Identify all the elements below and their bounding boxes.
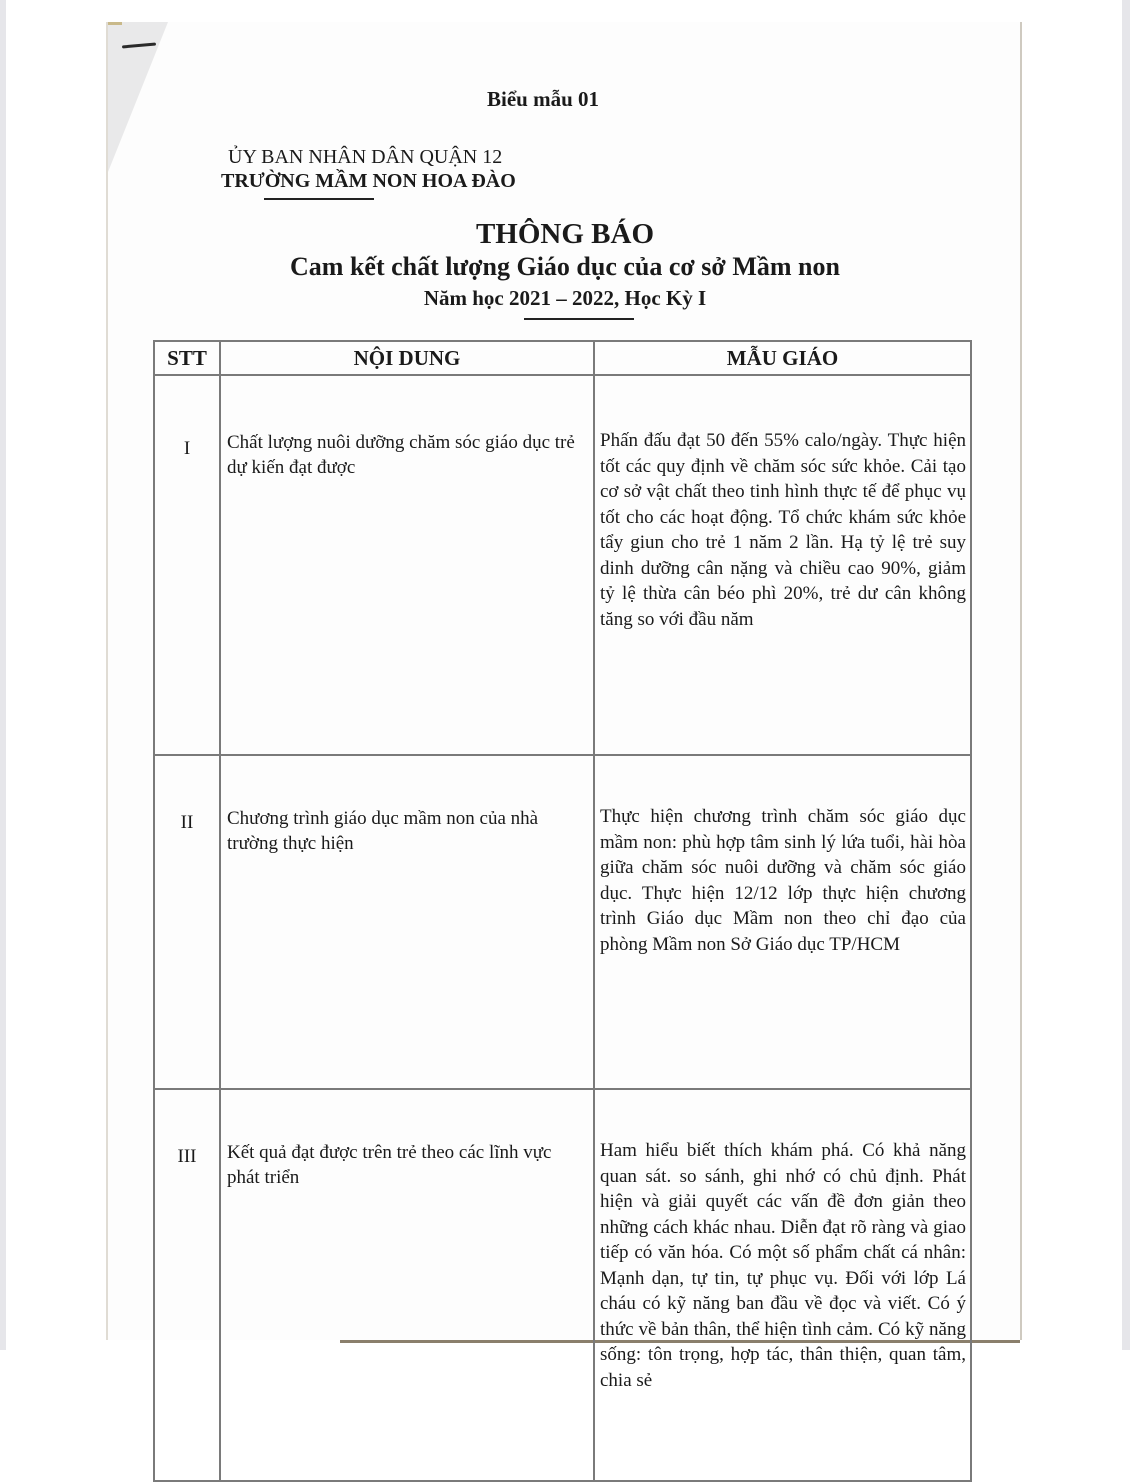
column-header-kindergarten: MẪU GIÁO <box>594 341 971 375</box>
commitment-table <box>153 340 972 1482</box>
table-header-row <box>154 341 971 375</box>
row-kindergarten: Phấn đấu đạt 50 đến 55% calo/ngày. Thực hiện tốt các quy định về chăm sóc sức khỏe. Cải tạo cơ sở vật chất theo tinh hình thực tế để phục vụ tốt cho các hoạt động. Tổ chức khám sức khỏe tẩy giun cho trẻ 1 năm 2 lần. Hạ tỷ lệ trẻ suy dinh dưỡng cân nặng và chiều cao 90%, giảm tỷ lệ thừa cân béo phì 20%, trẻ dư cân không tăng so với đầu năm <box>594 375 971 755</box>
row-content: Chất lượng nuôi dưỡng chăm sóc giáo dục trẻ dự kiến đạt được <box>220 375 594 755</box>
issuing-agency: ỦY BAN NHÂN DÂN QUẬN 12 <box>228 146 503 168</box>
row-number: II <box>154 755 220 1089</box>
title-underline <box>524 318 634 320</box>
document-subtitle: Cam kết chất lượng Giáo dục của cơ sở Mầm non <box>290 252 840 281</box>
table-row <box>154 1089 971 1481</box>
table-row <box>154 755 971 1089</box>
column-header-content: NỘI DUNG <box>220 341 594 375</box>
school-underline <box>264 198 374 200</box>
row-content: Kết quả đạt được trên trẻ theo các lĩnh vực phát triển <box>220 1089 594 1481</box>
row-content: Chương trình giáo dục mầm non của nhà trường thực hiện <box>220 755 594 1089</box>
school-name: TRƯỜNG MẦM NON HOA ĐÀO <box>221 170 516 192</box>
viewer-frame-left <box>0 0 6 1350</box>
form-code: Biểu mẫu 01 <box>487 87 600 111</box>
table-row <box>154 375 971 755</box>
school-year: Năm học 2021 – 2022, Học Kỳ I <box>423 286 707 310</box>
row-number: I <box>154 375 220 755</box>
column-header-stt: STT <box>154 341 220 375</box>
row-number: III <box>154 1089 220 1481</box>
document-title: THÔNG BÁO <box>475 218 655 250</box>
viewer-frame-right <box>1122 0 1130 1350</box>
page-corner-tint <box>108 22 122 25</box>
row-kindergarten: Thực hiện chương trình chăm sóc giáo dục mầm non: phù hợp tâm sinh lý lứa tuổi, hài hòa giữa chăm sóc nuôi dưỡng và chăm sóc giáo dục. Thực hiện 12/12 lớp thực hiện chương trình Giáo dục Mầm non theo chỉ đạo của phòng Mầm non Sở Giáo dục TP/HCM <box>594 755 971 1089</box>
row-kindergarten: Ham hiểu biết thích khám phá. Có khả năng quan sát. so sánh, ghi nhớ có chủ định. Phát hiện và giải quyết các vấn đề đơn giản theo những cách khác nhau. Diễn đạt rõ ràng và giao tiếp có văn hóa. Có một số phẩm chất cá nhân: Mạnh dạn, tự tin, tự phục vụ. Đối với lớp Lá cháu có kỹ năng ban đầu về đọc và viết. Có ý thức về bản thân, thể hiện tình cảm. Có kỹ năng sống: tôn trọng, hợp tác, thân thiện, quan tâm, chia sẻ <box>594 1089 971 1481</box>
